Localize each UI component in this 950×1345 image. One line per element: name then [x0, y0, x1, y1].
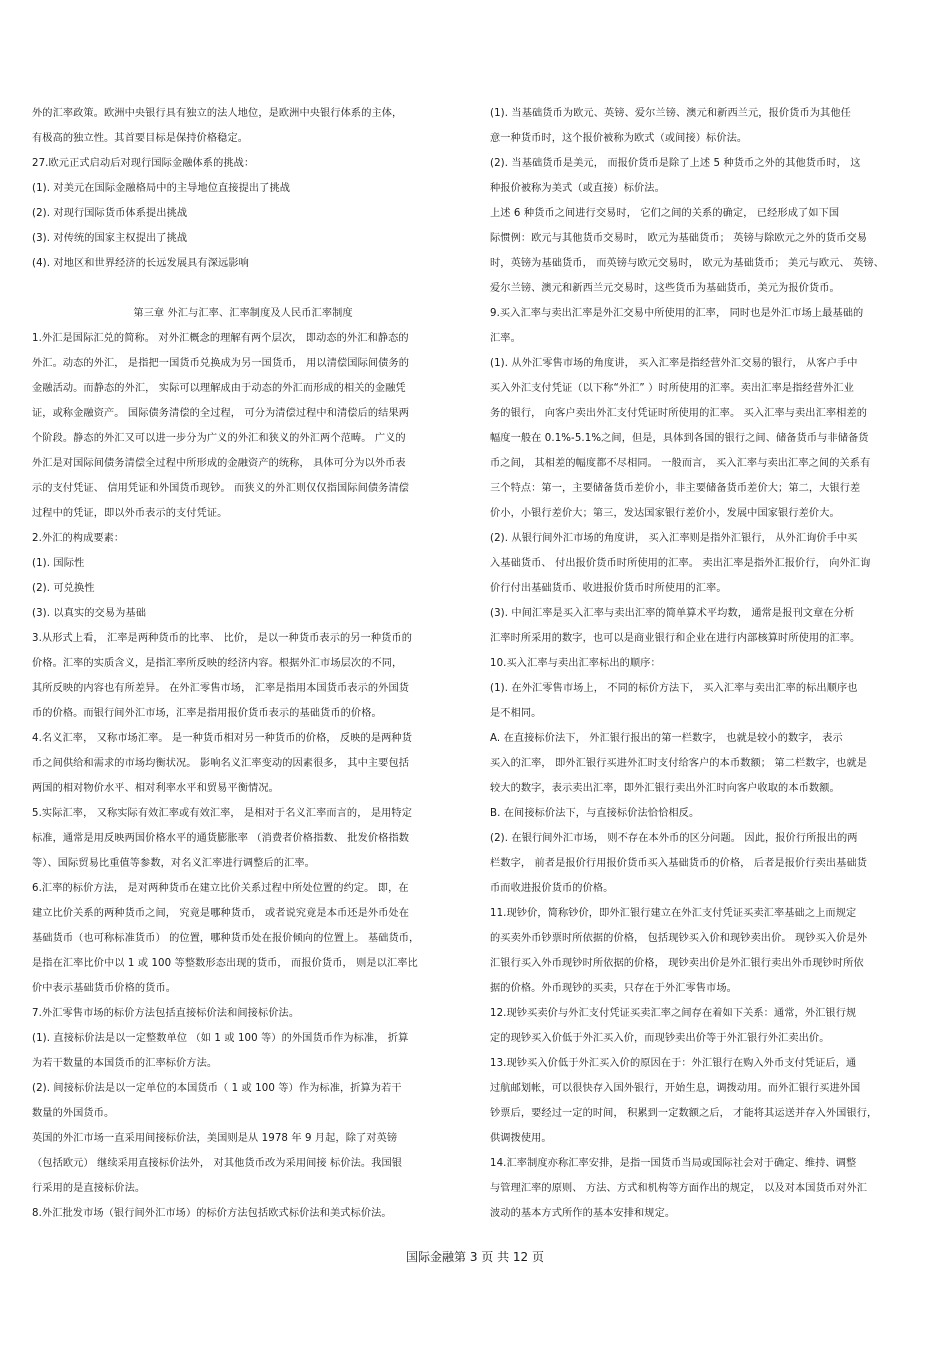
text-line: 的买卖外币钞票时所依据的价格， 包括现钞买入价和现钞卖出价。 现钞买入价是外	[490, 933, 868, 944]
text-line: (1). 当基础货币为欧元、英镑、爱尔兰镑、澳元和新西兰元，报价货币为其他任	[490, 108, 851, 119]
text-line: 币而收进报价货币的价格。	[490, 883, 614, 894]
text-line: 5.实际汇率， 又称实际有效汇率或有效汇率， 是相对于名义汇率而言的， 是用特定	[32, 808, 412, 819]
text-line: 供调拨使用。	[490, 1133, 552, 1144]
text-line: 栏数字， 前者是报价行用报价货币买入基础货币的价格， 后者是报价行卖出基础货	[490, 858, 868, 869]
text-line: 入基础货币、 付出报价货币时所使用的汇率。 卖出汇率是指外汇报价行， 向外汇询	[490, 558, 871, 569]
text-line: 基础货币（也可称标准货币） 的位置，哪种货币处在报价倾向的位置上。 基础货币，	[32, 933, 420, 944]
text-line: 种报价被称为美式（或直接）标价法。	[490, 183, 665, 194]
text-line: 13.现钞买入价低于外汇买入价的原因在于：外汇银行在购入外币支付凭证后，通	[490, 1058, 857, 1069]
text-line: 幅度一般在 0.1%-5.1%之间，但是，具体到各国的银行之间、储备货币与非储备货	[490, 433, 869, 444]
text-line: 数量的外国货币。	[32, 1108, 115, 1119]
text-line: 与管理汇率的原则、 方法、方式和机构等方面作出的规定， 以及对本国货币对外汇	[490, 1183, 868, 1194]
text-line: 价格。汇率的实质含义，是指汇率所反映的经济内容。根据外汇市场层次的不同，	[32, 658, 403, 669]
text-line: 27.欧元正式启动后对现行国际金融体系的挑战：	[32, 158, 255, 169]
text-line: 12.现钞买卖价与外汇支付凭证买卖汇率之间存在着如下关系：通常，外汇银行规	[490, 1008, 857, 1019]
text-line: 汇银行买入外币现钞时所依据的价格， 现钞卖出价是外汇银行卖出外币现钞时所依	[490, 958, 864, 969]
text-line: 4.名义汇率， 又称市场汇率。 是一种货币相对另一种货币的价格， 反映的是两种货	[32, 733, 412, 744]
text-line: 据的价格。外币现钞的买卖，只存在于外汇零售市场。	[490, 983, 737, 994]
text-line: (1). 直接标价法是以一定整数单位 （如 1 或 100 等）的外国货币作为标准， 折算	[32, 1033, 409, 1044]
text-line: 汇率。	[490, 333, 521, 344]
text-line: 9.买入汇率与卖出汇率是外汇交易中所使用的汇率， 同时也是外汇市场上最基础的	[490, 308, 864, 319]
text-line: (1). 国际性	[32, 558, 85, 569]
text-line: (3). 对传统的国家主权提出了挑战	[32, 233, 188, 244]
text-line: 个阶段。静态的外汇又可以进一步分为广义的外汇和狭义的外汇两个范畴。 广义的	[32, 433, 406, 444]
text-line: 三个特点：第一，主要储备货币差价小，非主要储备货币差价大；第二，大银行差	[490, 483, 861, 494]
text-line: (2). 间接标价法是以一定单位的本国货币（ 1 或 100 等）作为标准，折算为若干	[32, 1083, 402, 1094]
text-line: B. 在间接标价法下，与直接标价法恰恰相反。	[490, 808, 700, 819]
text-line: 钞票后，要经过一定的时间， 积累到一定数额之后， 才能将其运送并存入外国银行，	[490, 1108, 878, 1119]
text-line: 证，或称金融资产。 国际债务清偿的全过程， 可分为清偿过程中和清偿后的结果两	[32, 408, 410, 419]
text-line: 示的支付凭证、 信用凭证和外国货币现钞。 而狭义的外汇则仅仅指国际间债务清偿	[32, 483, 410, 494]
text-line: 外汇是对国际间债务清偿全过程中所形成的金融资产的统称， 具体可分为以外币表	[32, 458, 406, 469]
text-line: 2.外汇的构成要素：	[32, 533, 125, 544]
text-line: (2). 可兑换性	[32, 583, 95, 594]
text-line: 爱尔兰镑、澳元和新西兰元交易时，这些货币为基础货币，美元为报价货币。	[490, 283, 840, 294]
text-line: 价小，小银行差价大；第三，发达国家银行差价小，发展中国家银行差价大。	[490, 508, 840, 519]
text-line: (2). 从银行间外汇市场的角度讲， 买入汇率则是指外汇银行， 从外汇询价手中买	[490, 533, 858, 544]
text-line: (1). 在外汇零售市场上， 不同的标价方法下， 买入汇率与卖出汇率的标出顺序也	[490, 683, 858, 694]
text-line: 为若干数量的本国货币的汇率标价方法。	[32, 1058, 218, 1069]
text-line: 买入外汇支付凭证（以下称“外汇” ）时所使用的汇率。卖出汇率是指经营外汇业	[490, 383, 854, 394]
text-line: 有极高的独立性。其首要目标是保持价格稳定。	[32, 133, 249, 144]
text-line: 价行付出基础货币、收进报价货币时所使用的汇率。	[490, 583, 727, 594]
text-line: 过程中的凭证，即以外币表示的支付凭证。	[32, 508, 228, 519]
text-line: 1.外汇是国际汇兑的简称。 对外汇概念的理解有两个层次， 即动态的外汇和静态的	[32, 333, 409, 344]
right-text-column	[490, 101, 912, 1226]
text-line: 外汇。动态的外汇， 是指把一国货币兑换成为另一国货币， 用以清偿国际间债务的	[32, 358, 410, 369]
text-line: 币之间供给和需求的市场均衡状况。 影响名义汇率变动的因素很多， 其中主要包括	[32, 758, 410, 769]
text-line: 过航邮划帐，可以很快存入国外银行，开始生息，调拨动用。而外汇银行买进外国	[490, 1083, 861, 1094]
text-line: 其所反映的内容也有所差异。 在外汇零售市场， 汇率是指用本国货币表示的外国货	[32, 683, 410, 694]
text-line: 11.现钞价，简称钞价，即外汇银行建立在外汇支付凭证买卖汇率基础之上而规定	[490, 908, 857, 919]
text-line: 币的价格。而银行间外汇市场，汇率是指用报价货币表示的基础货币的价格。	[32, 708, 382, 719]
page-footer: 国际金融第 3 页 共 12 页	[406, 1250, 544, 1264]
chapter-heading: 第三章 外汇与汇率、汇率制度及人民币汇率制度	[133, 308, 353, 319]
text-line: 英国的外汇市场一直采用间接标价法，美国则是从 1978 年 9 月起，除了对英镑	[32, 1133, 398, 1144]
text-line: (3). 中间汇率是买入汇率与卖出汇率的简单算术平均数， 通常是报刊文章在分析	[490, 608, 855, 619]
text-line: （包括欧元） 继续采用直接标价法外， 对其他货币改为采用间接 标价法。我国银	[32, 1158, 403, 1169]
text-line: 10.买入汇率与卖出汇率标出的顺序：	[490, 658, 661, 669]
text-line: 际惯例：欧元与其他货币交易时， 欧元为基础货币； 英镑与除欧元之外的货币交易	[490, 233, 868, 244]
text-line: 3.从形式上看， 汇率是两种货币的比率、 比价， 是以一种货币表示的另一种货币的	[32, 633, 412, 644]
text-line: 意一种货币时，这个报价被称为欧式（或间接）标价法。	[490, 133, 748, 144]
text-line: 金融活动。而静态的外汇， 实际可以理解成由于动态的外汇而形成的相关的金融凭	[32, 383, 406, 394]
text-line: 等）、国际贸易比重值等参数，对名义汇率进行调整后的汇率。	[32, 858, 315, 869]
text-line: 标准，通常是用反映两国价格水平的通货膨胀率 （消费者价格指数、 批发价格指数	[32, 833, 410, 844]
text-line: 建立比价关系的两种货币之间， 究竟是哪种货币， 或者说究竟是本币还是外币处在	[32, 908, 410, 919]
text-line: (2). 当基础货币是美元， 而报价货币是除了上述 5 种货币之外的其他货币时， 这	[490, 158, 861, 169]
text-line: 价中表示基础货币价格的货币。	[32, 983, 177, 994]
text-line: 是指在汇率比价中以 1 或 100 等整数形态出现的货币， 而报价货币， 则是以汇率比	[32, 958, 418, 969]
text-line: (3). 以真实的交易为基础	[32, 608, 146, 619]
text-line: 6.汇率的标价方法， 是对两种货币在建立比价关系过程中所处位置的约定。 即，在	[32, 883, 409, 894]
left-text-column	[32, 101, 454, 1226]
text-line: A. 在直接标价法下， 外汇银行报出的第一栏数字， 也就是较小的数字， 表示	[490, 733, 843, 744]
text-line: 波动的基本方式所作的基本安排和规定。	[490, 1208, 676, 1219]
text-line: 是不相同。	[490, 708, 542, 719]
text-line: 7.外汇零售市场的标价方法包括直接标价法和间接标价法。	[32, 1008, 300, 1019]
text-line: 外的汇率政策。欧洲中央银行具有独立的法人地位，是欧洲中央银行体系的主体，	[32, 108, 403, 119]
text-line: 上述 6 种货币之间进行交易时， 它们之间的关系的确定， 已经形成了如下国	[490, 208, 840, 219]
text-line: (1). 从外汇零售市场的角度讲， 买入汇率是指经营外汇交易的银行， 从客户手中	[490, 358, 858, 369]
text-line: (1). 对美元在国际金融格局中的主导地位直接提出了挑战	[32, 183, 291, 194]
text-line: 行采用的是直接标价法。	[32, 1183, 146, 1194]
text-line: 14.汇率制度亦称汇率安排，是指一国货币当局或国际社会对于确定、维持、调整	[490, 1158, 857, 1169]
text-line: 两国的相对物价水平、相对利率水平和贸易平衡情况。	[32, 783, 279, 794]
text-line: 汇率时所采用的数字，也可以是商业银行和企业在进行内部核算时所使用的汇率。	[490, 633, 861, 644]
text-line: 时，英镑为基础货币， 而英镑与欧元交易时， 欧元为基础货币； 美元与欧元、 英镑、	[490, 258, 884, 269]
text-line: 务的银行， 向客户卖出外汇支付凭证时所使用的汇率。 买入汇率与卖出汇率相差的	[490, 408, 868, 419]
text-line: 定的现钞买入价低于外汇买入价，而现钞卖出价等于外汇银行外汇卖出价。	[490, 1033, 830, 1044]
text-line: (2). 对现行国际货币体系提出挑战	[32, 208, 188, 219]
text-line	[32, 276, 454, 301]
text-line: (2). 在银行间外汇市场， 则不存在本外币的区分问题。 因此，报价行所报出的两	[490, 833, 858, 844]
text-line: 较大的数字，表示卖出汇率，即外汇银行卖出外汇时向客户收取的本币数额。	[490, 783, 840, 794]
text-line: 币之间， 其相差的幅度都不尽相同。 一般而言， 买入汇率与卖出汇率之间的关系有	[490, 458, 871, 469]
text-line: 8.外汇批发市场（银行间外汇市场）的标价方法包括欧式标价法和美式标价法。	[32, 1208, 392, 1219]
text-line: (4). 对地区和世界经济的长远发展具有深远影响	[32, 258, 249, 269]
text-line: 买入的汇率， 即外汇银行买进外汇时支付给客户的本币数额； 第二栏数字，也就是	[490, 758, 868, 769]
